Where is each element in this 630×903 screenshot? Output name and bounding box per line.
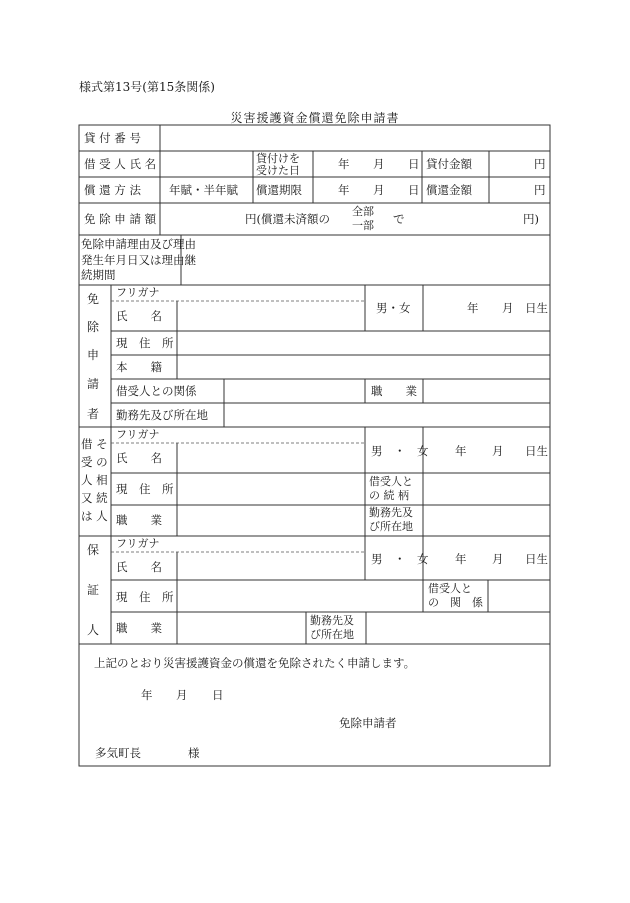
loan-date-year: 年: [338, 157, 350, 171]
repay-amount-label: 償還金額: [426, 183, 472, 197]
applicant-name-label: 氏 名: [116, 309, 162, 323]
applicant-workplace-field[interactable]: [226, 405, 548, 425]
repay-method-value[interactable]: 年賦・半年賦: [169, 183, 238, 197]
loan-date-month: 月: [373, 157, 385, 171]
heir-side-line-4: 又 続: [81, 491, 108, 505]
applicant-workplace-label: 勤務先及び所在地: [116, 408, 208, 422]
loan-date-label-1: 貸付けを: [256, 152, 300, 165]
repay-period-label: 償還期限: [256, 183, 302, 197]
guarantor-side-char-2: 証: [87, 583, 100, 597]
heir-address-label: 現 住 所: [116, 482, 174, 496]
heir-address-field[interactable]: [179, 475, 363, 503]
applicant-name-field[interactable]: [179, 303, 363, 329]
guarantor-address-field[interactable]: [179, 582, 421, 610]
loan-date-label-2: 受けた日: [256, 164, 300, 177]
exemption-part-option[interactable]: 一部: [352, 219, 374, 232]
applicant-occupation-field[interactable]: [425, 381, 548, 401]
guarantor-furigana-label: フリガナ: [116, 537, 160, 550]
application-date-year: 年: [141, 688, 153, 702]
guarantor-birth-year: 年: [455, 552, 467, 566]
exemption-yen-paren: 円(償還未済額の: [245, 212, 330, 226]
addressee-honorific: 様: [188, 746, 200, 760]
document-title: 災害援護資金償還免除申請書: [230, 111, 400, 125]
heir-birth-year: 年: [455, 444, 467, 458]
applicant-side-char-3: 申: [87, 348, 100, 362]
applicant-furigana-label: フリガナ: [116, 286, 160, 299]
heir-workplace-label-1: 勤務先及: [369, 506, 413, 519]
heir-occupation-label: 職 業: [116, 513, 162, 527]
heir-side-line-1: 借 そ: [81, 437, 108, 451]
guarantor-address-label: 現 住 所: [116, 590, 174, 604]
heir-workplace-field[interactable]: [425, 507, 548, 534]
exemption-yen-close: 円): [523, 212, 539, 226]
heir-occupation-field[interactable]: [179, 507, 363, 534]
guarantor-occupation-label: 職 業: [116, 621, 162, 635]
repay-period-day: 日: [408, 183, 420, 197]
applicant-birth-year: 年: [467, 301, 479, 315]
applicant-domicile-field[interactable]: [179, 357, 548, 377]
reason-label-line1: 免除申請理由及び理由: [81, 237, 196, 251]
exemption-de: で: [393, 212, 405, 226]
reason-label-line2: 発生年月日又は理由継: [81, 253, 196, 267]
repay-amount-yen: 円: [534, 183, 546, 197]
applicant-side-char-1: 免: [87, 292, 100, 306]
borrower-name-label: 借 受 人 氏 名: [84, 157, 157, 171]
applicant-birth-month: 月: [502, 301, 514, 315]
guarantor-name-field[interactable]: [179, 554, 363, 578]
exemption-amount-label: 免 除 申 請 額: [84, 212, 157, 226]
repay-period-year: 年: [338, 183, 350, 197]
heir-gender[interactable]: 男 ・ 女: [371, 444, 429, 458]
guarantor-birth-day: 日生: [525, 552, 548, 566]
heir-relation-label-2: の 続 柄: [369, 489, 409, 502]
repay-period-month: 月: [373, 183, 385, 197]
borrower-name-field[interactable]: [162, 153, 250, 175]
applicant-domicile-label: 本 籍: [116, 360, 162, 374]
repay-method-label: 償 還 方 法: [84, 183, 141, 197]
reason-field[interactable]: [183, 237, 548, 283]
reason-label-line3: 続期間: [81, 268, 116, 282]
heir-workplace-label-2: び所在地: [369, 520, 413, 533]
loan-number-field[interactable]: [162, 127, 250, 149]
heir-furigana-label: フリガナ: [116, 428, 160, 441]
heir-birth-day: 日生: [525, 444, 548, 458]
applicant-birth-day: 日生: [525, 301, 548, 315]
heir-side-line-3: 人 相: [81, 473, 108, 487]
applicant-relation-field[interactable]: [226, 381, 363, 401]
applicant-side-char-5: 者: [87, 407, 100, 421]
guarantor-gender[interactable]: 男 ・ 女: [371, 552, 429, 566]
form-number-label: 様式第13号(第15条関係): [79, 80, 215, 94]
loan-amount-label: 貸付金額: [426, 157, 472, 171]
applicant-address-label: 現 住 所: [116, 336, 174, 350]
heir-relation-label-1: 借受人と: [369, 475, 413, 488]
heir-relation-field[interactable]: [425, 475, 548, 503]
exemption-all-option[interactable]: 全部: [352, 205, 374, 218]
guarantor-relation-label-1: 借受人と: [428, 582, 472, 595]
applicant-gender[interactable]: 男・女: [376, 301, 411, 315]
heir-side-line-2: 受 の: [81, 455, 108, 469]
loan-date-day: 日: [408, 157, 420, 171]
guarantor-side-char-1: 保: [87, 543, 100, 557]
guarantor-name-label: 氏 名: [116, 560, 162, 574]
addressee: 多気町長: [95, 746, 141, 760]
guarantor-birth-month: 月: [492, 552, 504, 566]
application-date-month: 月: [176, 688, 188, 702]
applicant-relation-label: 借受人との関係: [116, 384, 197, 398]
application-date-day: 日: [212, 688, 224, 702]
applicant-address-field[interactable]: [179, 333, 548, 353]
applicant-side-char-2: 除: [87, 320, 100, 334]
guarantor-occupation-field[interactable]: [179, 614, 304, 642]
guarantor-workplace-label-1: 勤務先及: [310, 614, 354, 627]
loan-amount-yen: 円: [534, 157, 546, 171]
guarantor-workplace-field[interactable]: [368, 614, 548, 642]
guarantor-relation-label-2: の 関 係: [428, 596, 483, 609]
applicant-side-char-4: 請: [87, 377, 100, 391]
heir-name-field[interactable]: [179, 445, 363, 471]
guarantor-workplace-label-2: び所在地: [310, 628, 354, 641]
applicant-signature-field[interactable]: [400, 712, 545, 732]
applicant-signature-label: 免除申請者: [339, 716, 397, 730]
heir-birth-month: 月: [492, 444, 504, 458]
guarantor-side-char-3: 人: [87, 623, 100, 637]
application-statement: 上記のとおり災害援護資金の償還を免除されたく申請します。: [94, 656, 416, 670]
guarantor-relation-field[interactable]: [490, 582, 548, 610]
applicant-occupation-label: 職 業: [371, 384, 417, 398]
heir-side-line-5: は 人: [81, 509, 108, 523]
heir-name-label: 氏 名: [116, 451, 162, 465]
loan-number-label: 貸 付 番 号: [84, 131, 141, 145]
